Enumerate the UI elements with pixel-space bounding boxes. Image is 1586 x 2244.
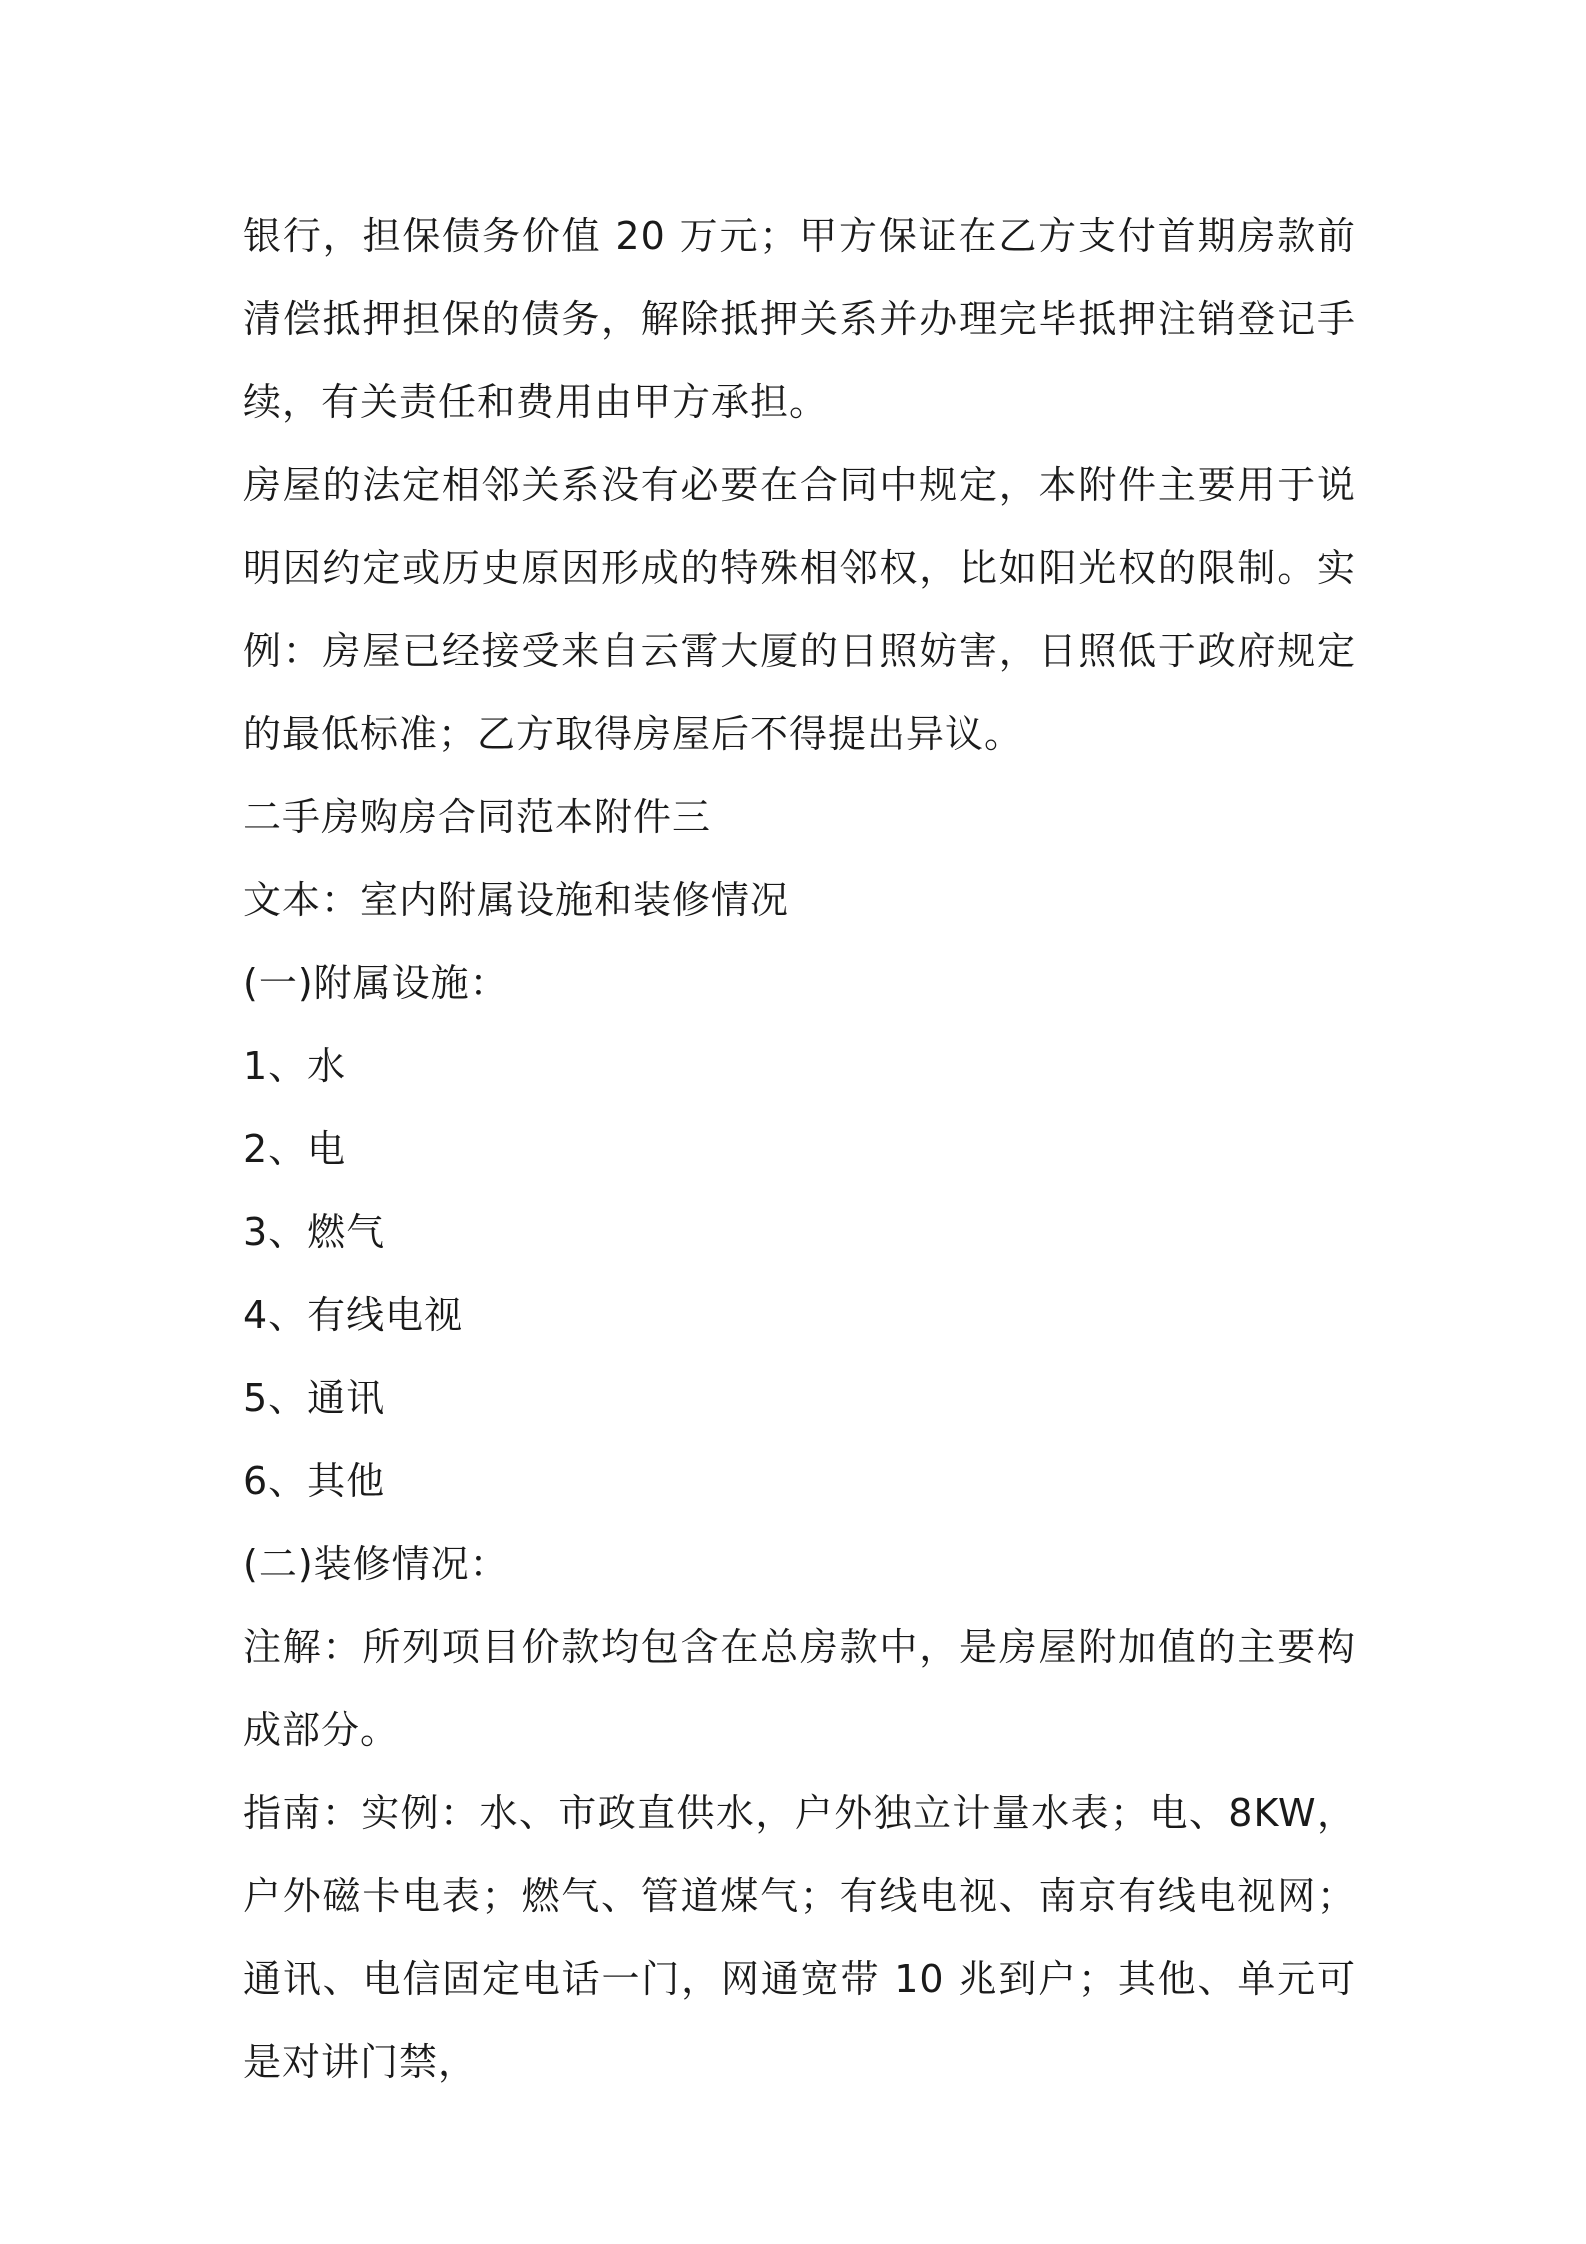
- paragraph-annotation: 注解：所列项目价款均包含在总房款中，是房屋附加值的主要构成部分。: [243, 1625, 1356, 1752]
- list-item-water: 1、水: [243, 1044, 347, 1088]
- paragraph-mortgage-clause: 银行，担保债务价值 20 万元；甲方保证在乙方支付首期房款前清偿抵押担保的债务，解除抵押关系并办理完毕抵押注销登记手续，有关责任和费用由甲方承担。: [243, 214, 1356, 424]
- paragraph-guide-example: 指南：实例：水、市政直供水，户外独立计量水表；电、8KW，户外磁卡电表；燃气、管道煤气；有线电视、南京有线电视网；通讯、电信固定电话一门，网通宽带 10 兆到户；其他、单元可是对讲门禁，: [243, 1791, 1356, 2084]
- list-item-other: 6、其他: [243, 1459, 386, 1503]
- subheading-decoration: (二)装修情况：: [243, 1542, 509, 1586]
- section-heading-appendix-three: 二手房购房合同范本附件三: [243, 795, 712, 839]
- subheading-facilities: (一)附属设施：: [243, 961, 509, 1005]
- list-item-cable-tv: 4、有线电视: [243, 1293, 464, 1337]
- list-item-telecom: 5、通讯: [243, 1376, 386, 1420]
- text-title-facilities: 文本：室内附属设施和装修情况: [243, 878, 790, 922]
- paragraph-neighbor-rights: 房屋的法定相邻关系没有必要在合同中规定，本附件主要用于说明因约定或历史原因形成的特殊相邻权，比如阳光权的限制。实例：房屋已经接受来自云霄大厦的日照妨害，日照低于政府规定的最低标准；乙方取得房屋后不得提出异议。: [243, 463, 1356, 756]
- list-item-gas: 3、燃气: [243, 1210, 386, 1254]
- list-item-electricity: 2、电: [243, 1127, 347, 1171]
